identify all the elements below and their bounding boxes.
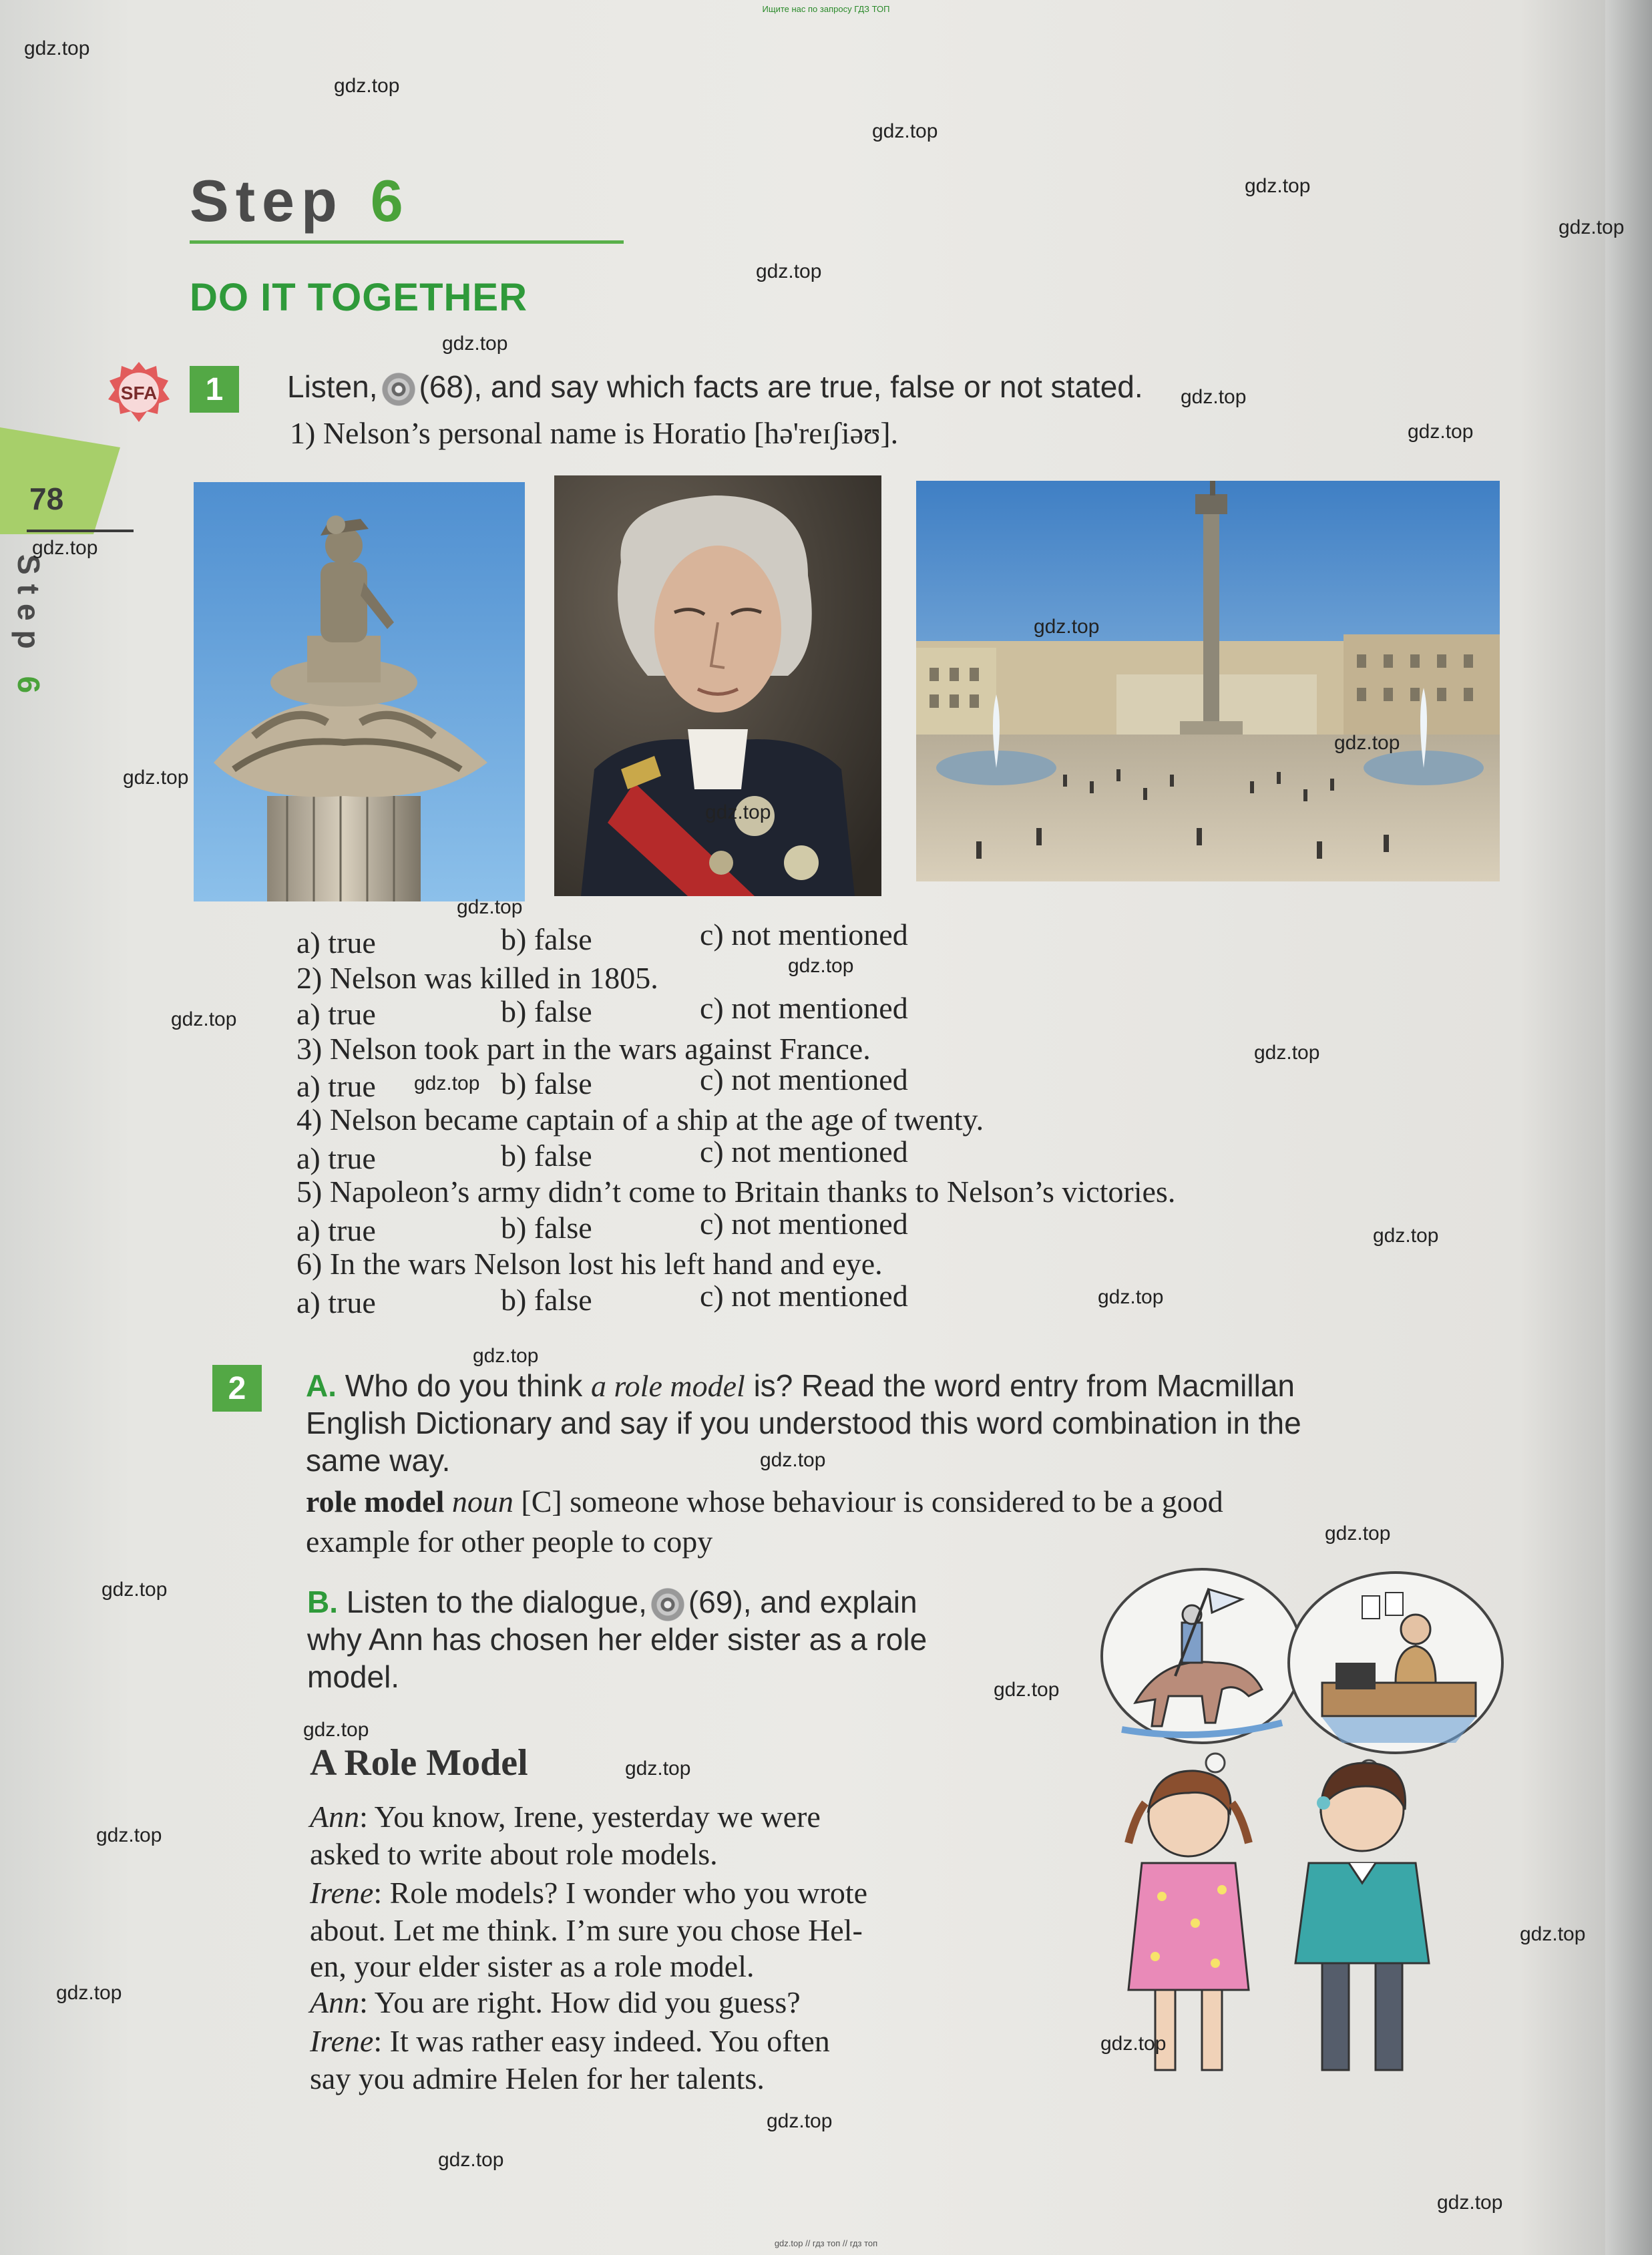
dialogue-line bbox=[310, 1799, 821, 1834]
side-step-number: 6 bbox=[11, 676, 46, 703]
term-role-model: a role model bbox=[590, 1369, 745, 1403]
option-c[interactable]: c) not mentioned bbox=[700, 1207, 908, 1241]
watermark: gdz.top bbox=[123, 767, 189, 789]
watermark: gdz.top bbox=[705, 801, 771, 823]
part-b-label: B. bbox=[307, 1585, 338, 1619]
watermark: gdz.top bbox=[872, 120, 938, 142]
statement-3: 3) Nelson took part in the wars against France. bbox=[296, 1032, 871, 1066]
exercise-2b-line-2: why Ann has chosen her elder sister as a role bbox=[307, 1622, 927, 1657]
step-word: Step bbox=[190, 168, 344, 234]
photo-nelson-column-statue bbox=[194, 482, 525, 901]
watermark: gdz.top bbox=[56, 1982, 122, 2004]
part-a-text: Who do you think bbox=[345, 1368, 583, 1403]
dialogue-line: asked to write about role models. bbox=[310, 1837, 718, 1871]
track-number: (68), bbox=[419, 369, 483, 404]
watermark: gdz.top bbox=[1181, 386, 1247, 408]
statement-2: 2) Nelson was killed in 1805. bbox=[296, 961, 658, 995]
option-a[interactable]: a) true bbox=[296, 1141, 376, 1175]
option-c[interactable]: c) not mentioned bbox=[700, 917, 908, 952]
watermark: gdz.top bbox=[1245, 175, 1311, 197]
statement-5: 5) Napoleon’s army didn’t come to Britain thanks to Nelson’s victories. bbox=[296, 1175, 1176, 1209]
dialogue-text: : You know, Irene, yesterday we were bbox=[359, 1800, 821, 1834]
girls-illustration bbox=[1082, 1563, 1522, 2083]
watermark: gdz.top bbox=[1100, 2033, 1167, 2055]
page-number: 78 bbox=[29, 481, 64, 516]
exercise-2a-line-1 bbox=[306, 1368, 1295, 1404]
part-b-text-rest: and explain bbox=[760, 1585, 917, 1619]
entry-word: role model bbox=[306, 1484, 445, 1518]
dialogue-line: en, your elder sister as a role model. bbox=[310, 1949, 755, 1983]
speaker-name: Ann bbox=[310, 1800, 360, 1834]
watermark: gdz.top bbox=[101, 1579, 168, 1601]
section-title: DO IT TOGETHER bbox=[190, 276, 528, 319]
watermark: gdz.top bbox=[1437, 2192, 1503, 2214]
watermark: gdz.top bbox=[767, 2110, 833, 2132]
part-a-text-rest: is? Read the word entry from Macmillan bbox=[753, 1368, 1295, 1403]
dialogue-text: : It was rather easy indeed. You often bbox=[373, 2024, 830, 2058]
option-a[interactable]: a) true bbox=[296, 997, 376, 1031]
exercise-2b-line-1 bbox=[307, 1584, 917, 1621]
watermark: gdz.top bbox=[994, 1679, 1060, 1701]
option-a[interactable]: a) true bbox=[296, 926, 376, 960]
watermark: gdz.top bbox=[171, 1008, 237, 1030]
top-note: Ищите нас по запросу ГДЗ ТОП bbox=[762, 4, 890, 14]
dialogue-line bbox=[310, 1985, 801, 2020]
option-b[interactable]: b) false bbox=[501, 1211, 592, 1245]
watermark: gdz.top bbox=[760, 1449, 826, 1471]
audio-cd-icon[interactable] bbox=[651, 1588, 684, 1621]
option-b[interactable]: b) false bbox=[501, 922, 592, 956]
page-title bbox=[190, 167, 410, 235]
title-underline bbox=[190, 240, 624, 244]
dialogue-text: : Role models? I wonder who you wrote bbox=[373, 1876, 868, 1910]
watermark: gdz.top bbox=[457, 896, 523, 918]
track-number: (69), bbox=[688, 1585, 752, 1619]
photo-nelson-portrait bbox=[554, 475, 881, 896]
watermark: gdz.top bbox=[442, 333, 508, 355]
option-a[interactable]: a) true bbox=[296, 1213, 376, 1247]
sfa-badge-icon bbox=[107, 361, 171, 425]
book-spine-shadow bbox=[1605, 0, 1652, 2255]
page-number-rule bbox=[27, 530, 134, 532]
speaker-name: Irene bbox=[310, 2024, 374, 2058]
audio-cd-icon[interactable] bbox=[382, 373, 415, 406]
watermark: gdz.top bbox=[32, 537, 98, 559]
option-a[interactable]: a) true bbox=[296, 1285, 376, 1319]
dialogue-line bbox=[310, 1875, 867, 1910]
dialogue-line: about. Let me think. I’m sure you chose Hel- bbox=[310, 1913, 863, 1947]
step-number: 6 bbox=[370, 168, 410, 234]
instruction-text: Listen, bbox=[287, 369, 378, 404]
statement-6: 6) In the wars Nelson lost his left hand and eye. bbox=[296, 1247, 883, 1281]
exercise-2b-line-3: model. bbox=[307, 1659, 400, 1694]
option-b[interactable]: b) false bbox=[501, 1066, 592, 1100]
entry-part-of-speech: noun bbox=[451, 1484, 513, 1518]
watermark: gdz.top bbox=[756, 260, 822, 282]
side-step-label bbox=[11, 554, 47, 702]
option-b[interactable]: b) false bbox=[501, 1139, 592, 1173]
statement-4: 4) Nelson became captain of a ship at the age of twenty. bbox=[296, 1102, 984, 1137]
side-step-word: Step bbox=[11, 554, 46, 658]
watermark: gdz.top bbox=[1559, 216, 1625, 238]
watermark: gdz.top bbox=[96, 1824, 162, 1846]
watermark: gdz.top bbox=[24, 37, 90, 59]
option-b[interactable]: b) false bbox=[501, 994, 592, 1028]
watermark: gdz.top bbox=[1254, 1042, 1320, 1064]
watermark: gdz.top bbox=[303, 1719, 369, 1741]
watermark: gdz.top bbox=[473, 1345, 539, 1367]
speaker-name: Ann bbox=[310, 1985, 360, 2019]
option-c[interactable]: c) not mentioned bbox=[700, 1062, 908, 1096]
watermark: gdz.top bbox=[1034, 616, 1100, 638]
entry-definition: [C] someone whose behaviour is considered to be a good bbox=[521, 1484, 1223, 1518]
watermark: gdz.top bbox=[438, 2149, 504, 2171]
watermark: gdz.top bbox=[414, 1072, 480, 1094]
option-a[interactable]: a) true bbox=[296, 1069, 376, 1103]
watermark: gdz.top bbox=[1325, 1522, 1391, 1545]
option-c[interactable]: c) not mentioned bbox=[700, 1279, 908, 1313]
watermark: gdz.top bbox=[334, 75, 400, 97]
option-b[interactable]: b) false bbox=[501, 1283, 592, 1317]
dialogue-text: : You are right. How did you guess? bbox=[359, 1985, 801, 2019]
watermark: gdz.top bbox=[1373, 1225, 1439, 1247]
exercise-1-number: 1 bbox=[190, 366, 239, 413]
dictionary-entry-line-1 bbox=[306, 1484, 1223, 1519]
exercise-1-instruction bbox=[287, 369, 1143, 406]
speaker-name: Irene bbox=[310, 1876, 374, 1910]
dictionary-entry-line-2: example for other people to copy bbox=[306, 1524, 713, 1559]
watermark: gdz.top bbox=[788, 955, 854, 977]
exercise-2a-line-2: English Dictionary and say if you understood this word combination in the bbox=[306, 1406, 1301, 1440]
watermark: gdz.top bbox=[1408, 421, 1474, 443]
dialogue-line: say you admire Helen for her talents. bbox=[310, 2061, 765, 2095]
exercise-2-number: 2 bbox=[212, 1365, 262, 1412]
exercise-2a-line-3: same way. bbox=[306, 1443, 451, 1478]
bottom-note: gdz.top // гдз топ // гдз топ bbox=[774, 2238, 878, 2248]
part-b-text: Listen to the dialogue, bbox=[346, 1585, 647, 1619]
watermark: gdz.top bbox=[1334, 732, 1400, 754]
sfa-badge-text: SFA bbox=[120, 383, 158, 403]
option-c[interactable]: c) not mentioned bbox=[700, 1135, 908, 1169]
dialogue-line bbox=[310, 2023, 830, 2059]
part-a-label: A. bbox=[306, 1368, 337, 1403]
watermark: gdz.top bbox=[1520, 1923, 1586, 1945]
option-c[interactable]: c) not mentioned bbox=[700, 991, 908, 1025]
watermark: gdz.top bbox=[1098, 1286, 1164, 1308]
statement-1: 1) Nelson’s personal name is Horatio [hə'reɪʃiəʊ]. bbox=[290, 416, 899, 450]
photo-trafalgar-square bbox=[916, 481, 1500, 881]
dialogue-title: A Role Model bbox=[310, 1742, 528, 1784]
watermark: gdz.top bbox=[625, 1758, 691, 1780]
instruction-text-rest: and say which facts are true, false or not stated. bbox=[490, 369, 1143, 404]
